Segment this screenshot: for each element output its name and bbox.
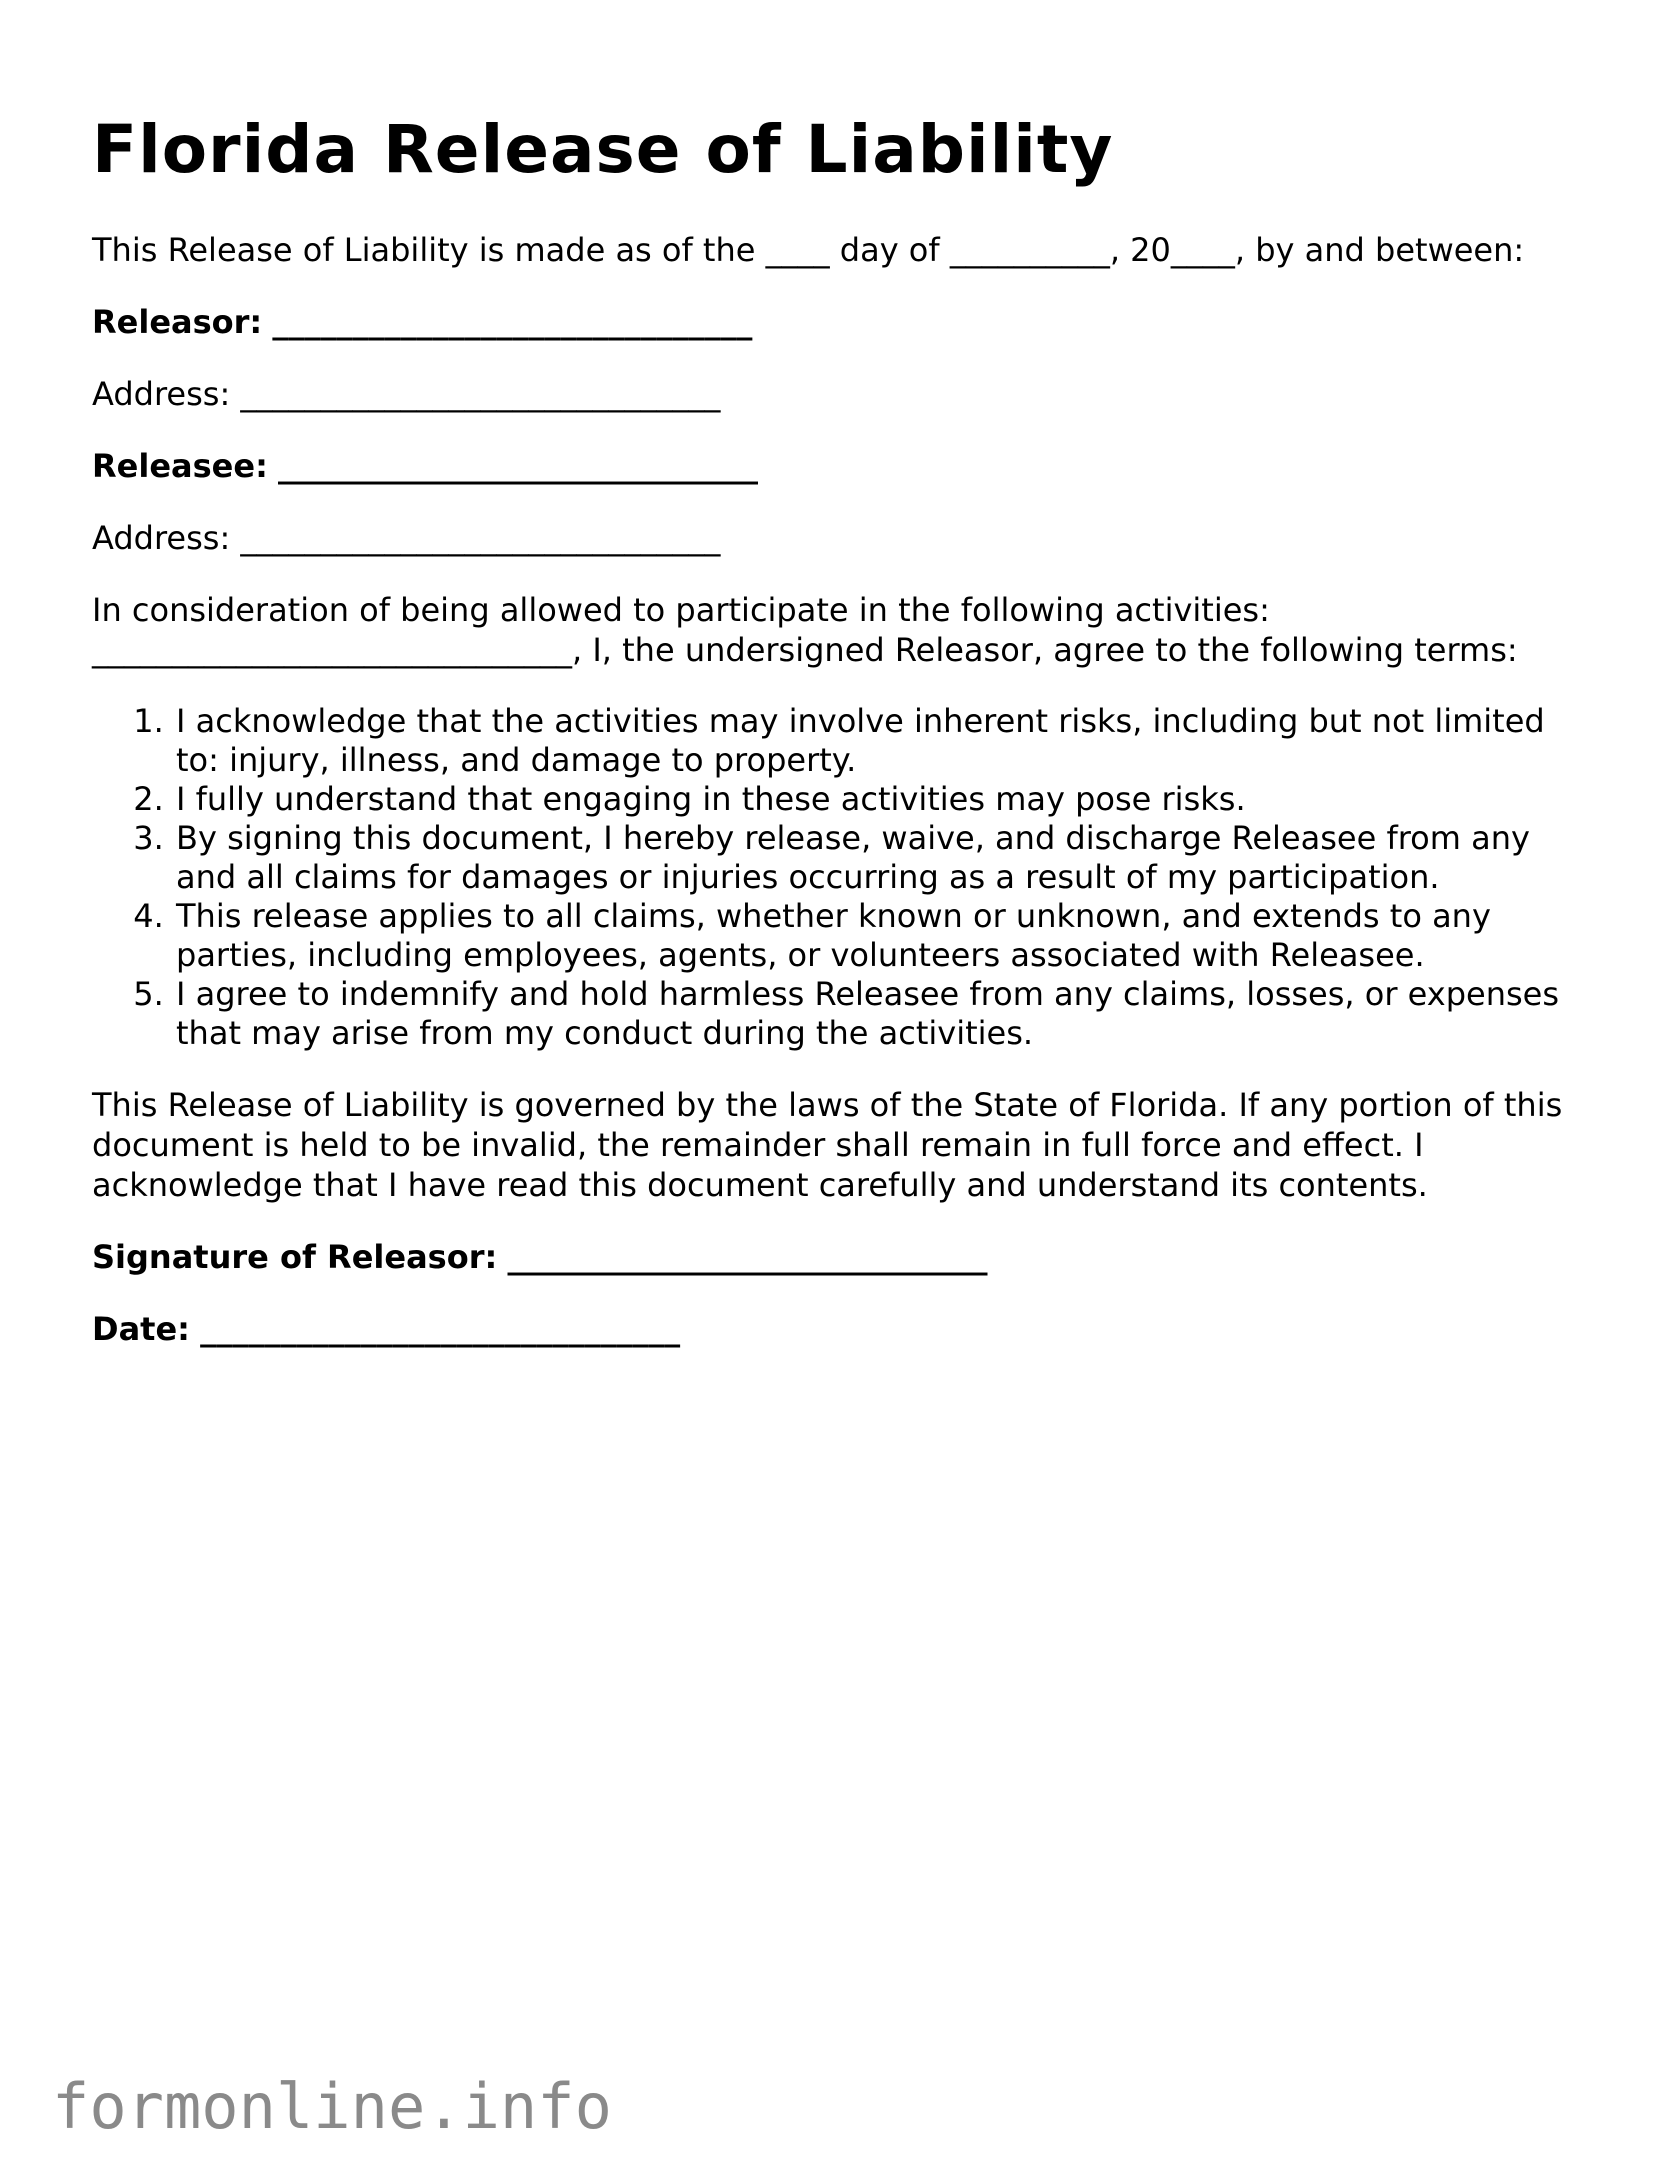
releasee-address-label: Address: — [92, 519, 231, 557]
terms-list — [92, 702, 1592, 1053]
watermark: formonline.info — [52, 2070, 612, 2143]
intro-paragraph: This Release of Liability is made as of the ____ day of __________, 20____, by and between: — [92, 231, 1525, 269]
releasee-address-line — [92, 518, 1592, 558]
releasor-label: Releasor: — [92, 303, 263, 341]
releasor-address-line — [92, 374, 1592, 414]
releasor-line — [92, 302, 1592, 342]
list-item: 3. By signing this document, I hereby release, waive, and discharge Releasee from any and all claims for damages or injuries occurring as a result of my participation. — [174, 819, 1592, 897]
date-blank: ______________________________ — [200, 1310, 681, 1348]
document-page — [92, 110, 1592, 1381]
signature-blank: ______________________________ — [507, 1238, 988, 1276]
releasee-line — [92, 446, 1592, 486]
consideration-paragraph: In consideration of being allowed to participate in the following activities: ______________________________, I, the undersigned Releasor, agree to the following terms: — [92, 591, 1518, 669]
list-item: 1. I acknowledge that the activities may involve inherent risks, including but not limited to: injury, illness, and damage to property. — [174, 702, 1592, 780]
releasor-blank: ______________________________ — [272, 303, 753, 341]
releasor-address-label: Address: — [92, 375, 231, 413]
releasee-address-blank: ______________________________ — [240, 519, 721, 557]
date-line — [92, 1309, 1592, 1349]
list-item: 5. I agree to indemnify and hold harmless Releasee from any claims, losses, or expenses that may arise from my conduct during the activities. — [174, 975, 1592, 1053]
list-item: 4. This release applies to all claims, whether known or unknown, and extends to any parties, including employees, agents, or volunteers associated with Releasee. — [174, 897, 1592, 975]
signature-line — [92, 1237, 1592, 1277]
releasee-label: Releasee: — [92, 447, 268, 485]
document-title: Florida Release of Liability — [92, 111, 1114, 188]
releasor-address-blank: ______________________________ — [240, 375, 721, 413]
releasee-blank: ______________________________ — [278, 447, 759, 485]
governing-law-paragraph: This Release of Liability is governed by the laws of the State of Florida. If any portion of this document is held to be invalid, the remainder shall remain in full force and effect. I acknowledge that I have read this document carefully and understand its contents. — [92, 1086, 1563, 1204]
list-item: 2. I fully understand that engaging in these activities may pose risks. — [174, 780, 1592, 819]
signature-label: Signature of Releasor: — [92, 1238, 498, 1276]
date-label: Date: — [92, 1310, 190, 1348]
